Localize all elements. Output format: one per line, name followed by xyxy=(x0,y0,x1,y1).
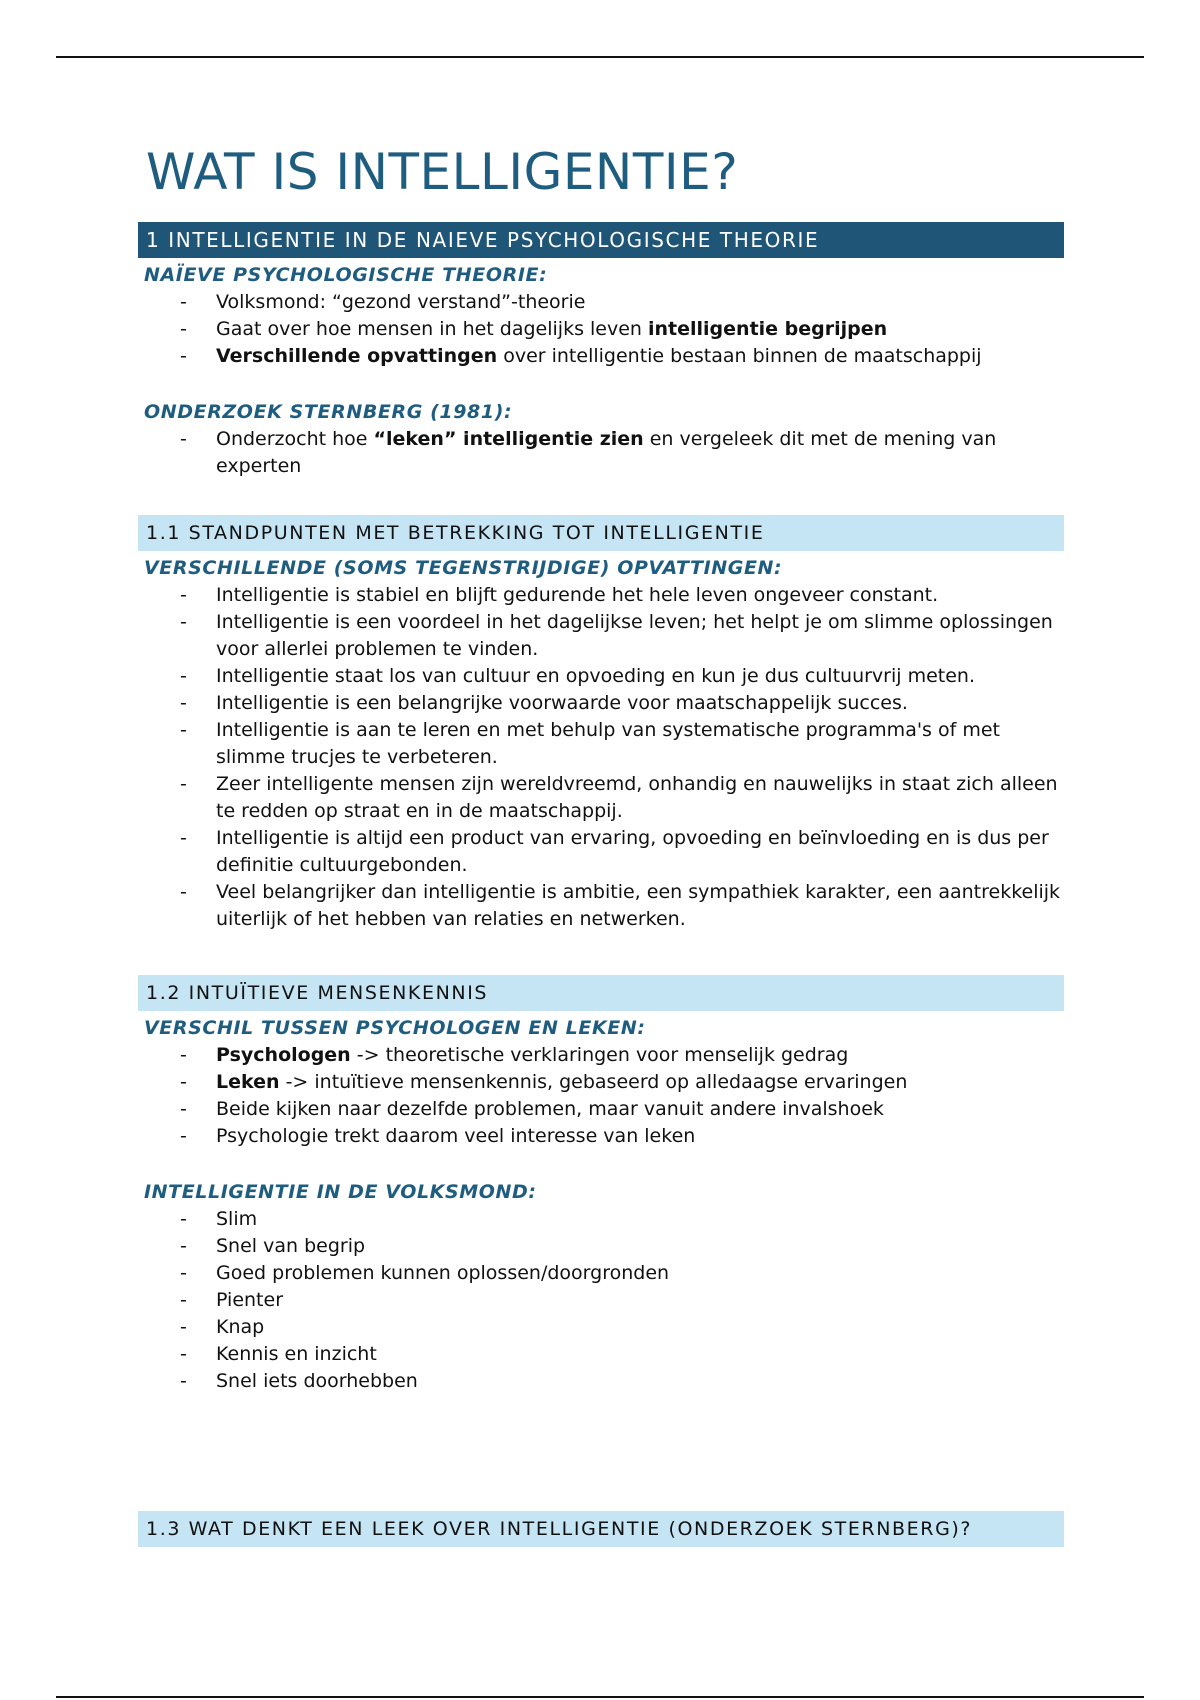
list-psychologen-leken xyxy=(138,1042,1064,1150)
dash-bullet: - xyxy=(180,1098,187,1120)
list-item: - Intelligentie is een voordeel in het dagelijkse leven; het helpt je om slimme oplossingen voor allerlei problemen te vinden. xyxy=(180,611,1053,660)
section-1-heading: 1 INTELLIGENTIE IN DE NAIEVE PSYCHOLOGISCHE THEORIE xyxy=(138,222,1064,258)
dash-bullet: - xyxy=(180,881,187,903)
dash-bullet: - xyxy=(180,318,187,340)
list-item: - Slim xyxy=(138,1206,1064,1233)
list-item: - Psychologen -> theoretische verklaringen voor menselijk gedrag xyxy=(138,1042,1064,1069)
list-item: - Kennis en inzicht xyxy=(138,1341,1064,1368)
list-item: - Gaat over hoe mensen in het dagelijks leven intelligentie begrijpen xyxy=(138,316,1064,343)
dash-bullet: - xyxy=(180,584,187,606)
subheading-onderzoek-sternberg: ONDERZOEK STERNBERG (1981): xyxy=(144,401,513,423)
list-onderzoek-sternberg xyxy=(138,426,1064,480)
section-1-3-heading: 1.3 WAT DENKT EEN LEEK OVER INTELLIGENTIE (ONDERZOEK STERNBERG)? xyxy=(138,1511,1064,1547)
dash-bullet: - xyxy=(180,1044,187,1066)
dash-bullet: - xyxy=(180,773,187,795)
dash-bullet: - xyxy=(180,291,187,313)
list-item: - Snel iets doorhebben xyxy=(138,1368,1064,1395)
dash-bullet: - xyxy=(180,1071,187,1093)
section-1-2-heading: 1.2 INTUÏTIEVE MENSENKENNIS xyxy=(138,975,1064,1011)
top-rule xyxy=(56,56,1144,58)
dash-bullet: - xyxy=(180,428,187,450)
list-item: - Intelligentie is aan te leren en met behulp van systematische programma's of met slimme trucjes te verbeteren. xyxy=(180,719,1001,768)
list-item: - Intelligentie is altijd een product van ervaring, opvoeding en beïnvloeding en is dus per definitie cultuurgebonden. xyxy=(180,827,1049,876)
list-opvattingen xyxy=(138,582,1064,933)
subheading-volksmond: INTELLIGENTIE IN DE VOLKSMOND: xyxy=(144,1181,537,1203)
page-title: WAT IS INTELLIGENTIE? xyxy=(146,143,739,201)
list-item: - Pienter xyxy=(138,1287,1064,1314)
dash-bullet: - xyxy=(180,1343,187,1365)
dash-bullet: - xyxy=(180,1289,187,1311)
list-item: - Intelligentie is stabiel en blijft gedurende het hele leven ongeveer constant. xyxy=(138,582,1064,609)
dash-bullet: - xyxy=(180,1125,187,1147)
list-item: - Goed problemen kunnen oplossen/doorgronden xyxy=(138,1260,1064,1287)
dash-bullet: - xyxy=(180,611,187,633)
list-naieve-theorie xyxy=(138,289,1064,370)
list-item: - Knap xyxy=(138,1314,1064,1341)
list-item: - Snel van begrip xyxy=(138,1233,1064,1260)
bottom-rule xyxy=(56,1696,1144,1698)
list-item: - Leken -> intuïtieve mensenkennis, gebaseerd op alledaagse ervaringen xyxy=(138,1069,1064,1096)
subheading-naieve-theorie: NAÏEVE PSYCHOLOGISCHE THEORIE: xyxy=(144,264,548,286)
subheading-psychologen-leken: VERSCHIL TUSSEN PSYCHOLOGEN EN LEKEN: xyxy=(144,1017,646,1039)
list-volksmond xyxy=(138,1206,1064,1395)
dash-bullet: - xyxy=(180,827,187,849)
list-item: - Verschillende opvattingen over intelligentie bestaan binnen de maatschappij xyxy=(138,343,1064,370)
list-item: - Psychologie trekt daarom veel interesse van leken xyxy=(138,1123,1064,1150)
list-item: - Volksmond: “gezond verstand”-theorie xyxy=(138,289,1064,316)
list-item: - Zeer intelligente mensen zijn wereldvreemd, onhandig en nauwelijks in staat zich alleen te redden op straat en in de maatschappij. xyxy=(180,773,1058,822)
list-item: - Onderzocht hoe “leken” intelligentie zien en vergeleek dit met de mening van experten xyxy=(180,428,997,477)
list-item: - Intelligentie staat los van cultuur en opvoeding en kun je dus cultuurvrij meten. xyxy=(138,663,1064,690)
dash-bullet: - xyxy=(180,665,187,687)
list-item: - Beide kijken naar dezelfde problemen, maar vanuit andere invalshoek xyxy=(138,1096,1064,1123)
dash-bullet: - xyxy=(180,719,187,741)
document-body xyxy=(138,140,1064,1547)
section-1-1-heading: 1.1 STANDPUNTEN MET BETREKKING TOT INTELLIGENTIE xyxy=(138,515,1064,551)
list-item: - Veel belangrijker dan intelligentie is ambitie, een sympathiek karakter, een aantrekkelijk uiterlijk of het hebben van relaties en netwerken. xyxy=(180,881,1061,930)
list-item: - Intelligentie is een belangrijke voorwaarde voor maatschappelijk succes. xyxy=(138,690,1064,717)
dash-bullet: - xyxy=(180,1316,187,1338)
dash-bullet: - xyxy=(180,1262,187,1284)
dash-bullet: - xyxy=(180,345,187,367)
dash-bullet: - xyxy=(180,692,187,714)
dash-bullet: - xyxy=(180,1370,187,1392)
dash-bullet: - xyxy=(180,1208,187,1230)
dash-bullet: - xyxy=(180,1235,187,1257)
subheading-opvattingen: VERSCHILLENDE (SOMS TEGENSTRIJDIGE) OPVATTINGEN: xyxy=(144,557,783,579)
